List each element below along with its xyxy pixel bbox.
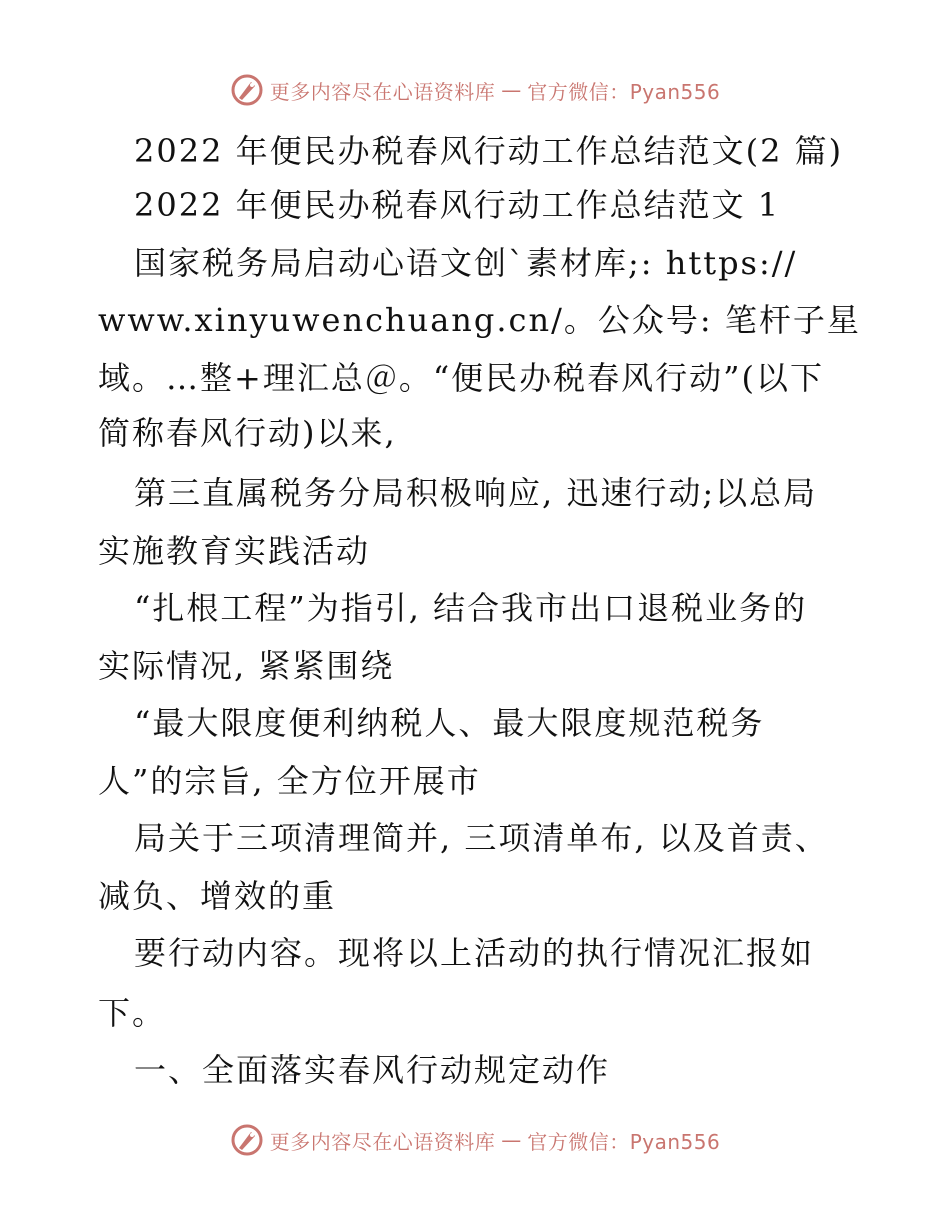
watermark-suffix: 官方微信：Pyan556 xyxy=(527,1129,721,1154)
watermark-separator: — xyxy=(501,1128,522,1152)
watermark-text: 更多内容尽在心语资料库 xyxy=(269,79,496,104)
body-line: www.xinyuwenchuang.cn/。公众号: 笔杆子星 xyxy=(98,301,861,339)
body-line: 域。…整+理汇总＠。“便民办税春风行动”(以下 xyxy=(98,359,825,397)
body-line: 人”的宗旨, 全方位开展市 xyxy=(98,762,481,800)
pen-nib-logo-icon xyxy=(230,1123,264,1157)
body-line: 要行动内容。现将以上活动的执行情况汇报如 xyxy=(134,934,815,972)
watermark-separator: — xyxy=(501,78,522,102)
watermark-text: 更多内容尽在心语资料库 xyxy=(269,1129,496,1154)
pen-nib-logo-icon xyxy=(230,73,264,107)
watermark-banner-bottom xyxy=(0,1120,950,1160)
body-line: 实施教育实践活动 xyxy=(98,532,371,570)
body-line: 局关于三项清理简并, 三项清单布, 以及首责、 xyxy=(134,819,829,857)
body-line: 简称春风行动)以来, xyxy=(98,414,397,452)
subsection-heading: 一、全面落实春风行动规定动作 xyxy=(134,1051,611,1089)
body-line: “扎根工程”为指引, 结合我市出口退税业务的 xyxy=(134,589,808,627)
body-line: “最大限度便利纳税人、最大限度规范税务 xyxy=(134,704,765,742)
body-line: 实际情况, 紧紧围绕 xyxy=(98,647,395,685)
document-title: 2022 年便民办税春风行动工作总结范文(2 篇) xyxy=(134,132,844,170)
body-line: 减负、增效的重 xyxy=(98,877,337,915)
body-line: 第三直属税务分局积极响应, 迅速行动;以总局 xyxy=(134,474,818,512)
watermark-banner-top xyxy=(0,70,950,110)
watermark-suffix: 官方微信：Pyan556 xyxy=(527,79,721,104)
section-heading: 2022 年便民办税春风行动工作总结范文 1 xyxy=(134,186,781,224)
body-line: 国家税务局启动心语文创`素材库;: https:// xyxy=(134,244,798,282)
body-line: 下。 xyxy=(98,994,167,1032)
